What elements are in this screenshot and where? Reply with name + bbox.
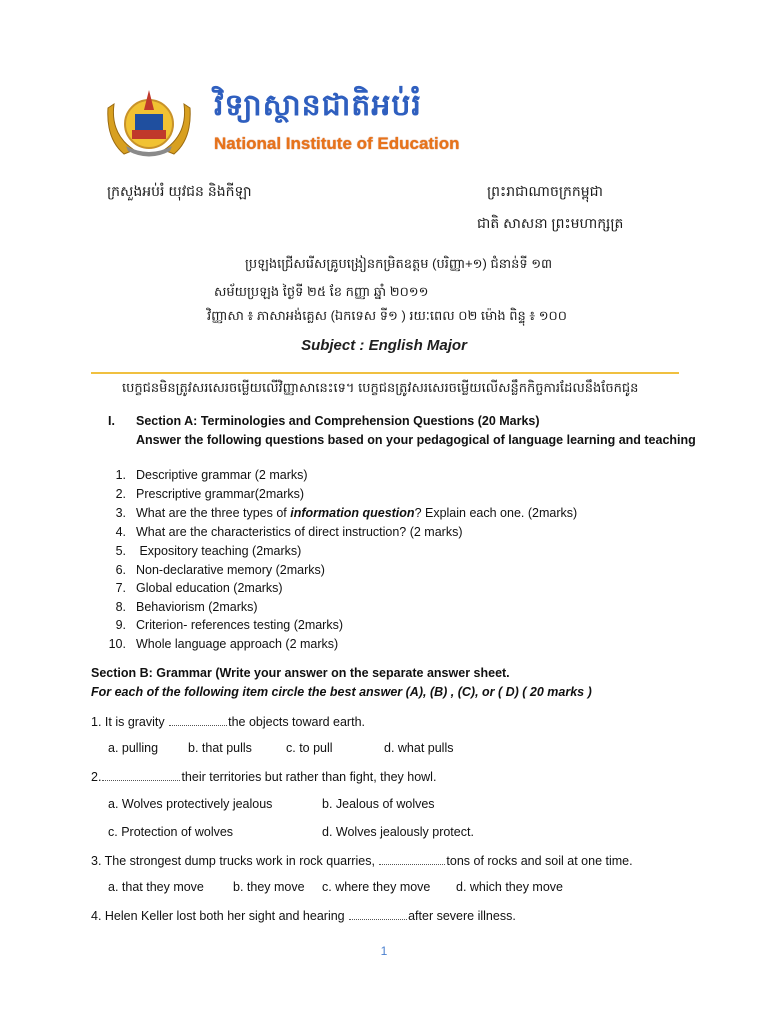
grammar-question-1: 1. It is gravity the objects toward earth. xyxy=(91,715,365,729)
option: c. to pull xyxy=(286,741,333,755)
option: c. Protection of wolves xyxy=(108,825,234,839)
answer-blank xyxy=(379,853,445,865)
exam-date: សម័យប្រឡង ថ្ងៃទី ២៥ ខែ កញ្ញា ឆ្នាំ ២០១១ xyxy=(214,284,429,299)
grammar-question-3: 3. The strongest dump trucks work in rock quarries, tons of rocks and soil at one time. xyxy=(91,854,633,868)
question-text: Behaviorism (2marks) xyxy=(136,600,258,614)
question-number: 7. xyxy=(115,581,126,595)
question-text: Descriptive grammar (2 marks) xyxy=(136,468,308,482)
question-text: What are the characteristics of direct instruction? (2 marks) xyxy=(136,525,463,539)
question-text: Whole language approach (2 marks) xyxy=(136,637,339,651)
section-b-instruction: For each of the following item circle the best answer (A), (B) , (C), or ( D) ( 20 marks ) xyxy=(91,685,592,699)
page-number: 1 xyxy=(380,944,388,958)
question-number: 4. xyxy=(115,525,126,539)
answer-blank xyxy=(102,769,180,781)
ministry-name: ក្រសួងអប់រំ យុវជន និងកីឡា xyxy=(107,183,252,199)
question-text: Criterion- references testing (2marks) xyxy=(136,618,344,632)
option: b. Jealous of wolves xyxy=(322,797,435,811)
answer-blank xyxy=(169,714,227,726)
option: b. they move xyxy=(233,880,305,894)
option: a. that they move xyxy=(108,880,204,894)
question-number: 5. xyxy=(115,544,126,558)
answer-blank xyxy=(349,908,407,920)
candidate-instruction: បេក្ខជនមិនត្រូវសរសេរចម្លើយលើវិញ្ញាសានេះទេ។ បេក្ខជនត្រូវសរសេរចម្លើយលើសន្លឹកកិច្ចការដែលនឹងចែកជូន xyxy=(122,380,639,395)
question-number: 1. xyxy=(115,468,126,482)
question-text: What are the three types of information question? Explain each one. (2marks) xyxy=(136,506,578,520)
question-text: Global education (2marks) xyxy=(136,581,283,595)
question-number: 9. xyxy=(115,618,126,632)
section-b-title: Section B: Grammar (Write your answer on the separate answer sheet. xyxy=(91,666,510,680)
question-text: Prescriptive grammar(2marks) xyxy=(136,487,305,501)
institute-logo xyxy=(104,84,194,160)
grammar-question-2: 2. their territories but rather than fight, they howl. xyxy=(91,770,437,784)
option: d. what pulls xyxy=(384,741,454,755)
grammar-question-4: 4. Helen Keller lost both her sight and hearing after severe illness. xyxy=(91,909,516,923)
question-number: 10. xyxy=(108,637,126,651)
header-divider xyxy=(91,372,679,374)
question-number: 8. xyxy=(115,600,126,614)
exam-subject-duration: វិញ្ញាសា ៖ ភាសាអង់គ្លេស (ឯកទេស ទី១ ) រយៈពេល ០២ ម៉ោង ពិន្ទុ ៖ ១០០ xyxy=(207,308,567,323)
option: b. that pulls xyxy=(188,741,252,755)
subject-heading: Subject : English Major xyxy=(301,337,467,354)
option: d. which they move xyxy=(456,880,563,894)
option: c. where they move xyxy=(322,880,431,894)
question-text: Non-declarative memory (2marks) xyxy=(136,563,325,577)
institute-name-khmer: វិទ្យាស្ថានជាតិអប់រំ xyxy=(214,89,422,122)
section-a-title: Section A: Terminologies and Comprehension Questions (20 Marks) xyxy=(136,414,540,428)
question-number: 3. xyxy=(115,506,126,520)
question-number: 2. xyxy=(115,487,126,501)
option: a. pulling xyxy=(108,741,159,755)
question-number: 6. xyxy=(115,563,126,577)
section-a-instruction: Answer the following questions based on your pedagogical of language learning and teaching xyxy=(136,433,696,447)
national-motto: ជាតិ សាសនា ព្រះមហាក្សត្រ xyxy=(477,215,624,231)
section-a-roman: I. xyxy=(108,414,115,428)
question-text: Expository teaching (2marks) xyxy=(136,544,302,558)
option: a. Wolves protectively jealous xyxy=(108,797,273,811)
emphasized-term: information question xyxy=(290,506,415,520)
exam-title: ប្រឡងជ្រើសរើសគ្រូបង្រៀនកម្រិតឧត្តម (បរិញ្ញា+១) ជំនាន់ទី ១៣ xyxy=(245,256,553,271)
kingdom-name: ព្រះរាជាណាចក្រកម្ពុជា xyxy=(487,183,604,199)
institute-name-english: National Institute of Education xyxy=(214,134,460,153)
option: d. Wolves jealously protect. xyxy=(322,825,474,839)
